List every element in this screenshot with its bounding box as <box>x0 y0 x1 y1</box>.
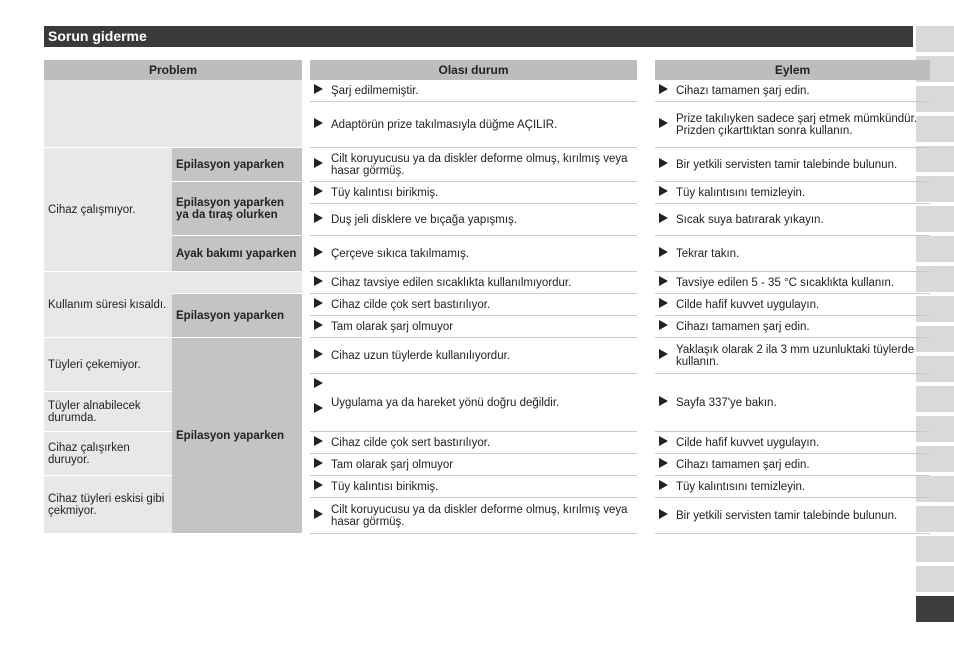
arrow-icon <box>655 236 672 272</box>
action-cell: Cihazı tamamen şarj edin. <box>672 80 930 102</box>
arrow-icon <box>310 338 327 374</box>
arrow-icon <box>310 454 327 476</box>
action-cell: Sıcak suya batırarak yıkayın. <box>672 204 930 236</box>
arrow-icon <box>655 294 672 316</box>
action-cell: Sayfa 337'ye bakın. <box>672 374 930 432</box>
cause-cell: Adaptörün prize takılmasıyla düğme AÇILIR. <box>327 102 637 148</box>
action-cell: Tüy kalıntısını temizleyin. <box>672 182 930 204</box>
arrow-icon <box>655 498 672 534</box>
cause-cell: Tüy kalıntısı birikmiş. <box>327 182 637 204</box>
arrow-icon <box>655 432 672 454</box>
arrow-icon <box>310 374 327 432</box>
cause-cell: Çerçeve sıkıca takılmamış. <box>327 236 637 272</box>
side-tab-active[interactable] <box>916 596 954 622</box>
arrow-icon <box>310 204 327 236</box>
cause-cell: Cihaz cilde çok sert bastırılıyor. <box>327 432 637 454</box>
cause-cell: Tam olarak şarj olmuyor <box>327 316 637 338</box>
action-cell: Tavsiye edilen 5 - 35 °C sıcaklıkta kullanın. <box>672 272 930 294</box>
arrow-icon <box>310 498 327 534</box>
header-problem: Problem <box>44 60 302 80</box>
arrow-icon <box>310 182 327 204</box>
side-tab[interactable] <box>916 536 954 562</box>
header-cause: Olası durum <box>310 60 637 80</box>
arrow-icon <box>310 102 327 148</box>
arrow-icon <box>310 272 327 294</box>
arrow-icon <box>655 272 672 294</box>
troubleshooting-table <box>44 60 930 534</box>
condition-cell: Epilasyon yaparken <box>172 294 302 338</box>
cause-cell: Tam olarak şarj olmuyor <box>327 454 637 476</box>
cause-cell: Duş jeli disklere ve bıçağa yapışmış. <box>327 204 637 236</box>
arrow-icon <box>655 476 672 498</box>
arrow-icon <box>655 316 672 338</box>
cause-cell: Cihaz cilde çok sert bastırılıyor. <box>327 294 637 316</box>
condition-cell: Epilasyon yaparken <box>172 148 302 182</box>
action-cell: Cilde hafif kuvvet uygulayın. <box>672 294 930 316</box>
arrow-icon <box>655 204 672 236</box>
condition-cell: Epilasyon yaparken ya da tıraş olurken <box>172 182 302 236</box>
arrow-icon <box>310 476 327 498</box>
arrow-icon <box>310 432 327 454</box>
arrow-icon <box>310 80 327 102</box>
cause-cell: Cihaz uzun tüylerde kullanılıyordur. <box>327 338 637 374</box>
arrow-icon <box>310 236 327 272</box>
cause-cell: Cilt koruyucusu ya da diskler deforme olmuş, kırılmış veya hasar görmüş. <box>327 498 637 534</box>
problem-cell: Cihaz çalışmıyor. <box>44 148 172 272</box>
cause-cell: Tüy kalıntısı birikmiş. <box>327 476 637 498</box>
arrow-icon <box>655 80 672 102</box>
arrow-icon <box>655 148 672 182</box>
arrow-icon <box>655 182 672 204</box>
action-cell: Cilde hafif kuvvet uygulayın. <box>672 432 930 454</box>
cause-cell: Cilt koruyucusu ya da diskler deforme olmuş, kırılmış veya hasar görmüş. <box>327 148 637 182</box>
problem-cell: Tüyleri çekemiyor. <box>44 338 172 392</box>
cause-cell: Şarj edilmemiştir. <box>327 80 637 102</box>
cause-cell: Uygulama ya da hareket yönü doğru değildir. <box>327 374 637 432</box>
action-cell: Cihazı tamamen şarj edin. <box>672 316 930 338</box>
action-cell: Tüy kalıntısını temizleyin. <box>672 476 930 498</box>
arrow-icon <box>655 338 672 374</box>
arrow-icon <box>310 294 327 316</box>
arrow-icon <box>310 148 327 182</box>
action-cell: Yaklaşık olarak 2 ila 3 mm uzunluktaki tüylerde kullanın. <box>672 338 930 374</box>
action-cell: Tekrar takın. <box>672 236 930 272</box>
side-tab[interactable] <box>916 566 954 592</box>
condition-cell: Ayak bakımı yaparken <box>172 236 302 272</box>
problem-cell: Cihaz tüyleri eskisi gibi çekmiyor. <box>44 476 172 534</box>
problem-cell-empty <box>44 80 302 148</box>
action-cell: Bir yetkili servisten tamir talebinde bulunun. <box>672 498 930 534</box>
cause-cell: Cihaz tavsiye edilen sıcaklıkta kullanılmıyordur. <box>327 272 637 294</box>
problem-cell: Tüyler alnabilecek durumda. <box>44 392 172 432</box>
arrow-icon <box>655 102 672 148</box>
action-cell: Cihazı tamamen şarj edin. <box>672 454 930 476</box>
arrow-icon <box>310 316 327 338</box>
header-action: Eylem <box>655 60 930 80</box>
page-title: Sorun giderme <box>44 26 913 47</box>
condition-cell-empty <box>172 272 302 294</box>
side-tab[interactable] <box>916 26 954 52</box>
problem-cell: Cihaz çalışırken duruyor. <box>44 432 172 476</box>
arrow-icon <box>655 374 672 432</box>
action-cell: Prize takılıyken sadece şarj etmek mümkündür. Prizden çıkarttıktan sonra kullanın. <box>672 102 930 148</box>
problem-cell: Kullanım süresi kısaldı. <box>44 272 172 338</box>
arrow-icon <box>655 454 672 476</box>
action-cell: Bir yetkili servisten tamir talebinde bulunun. <box>672 148 930 182</box>
condition-cell: Epilasyon yaparken <box>172 338 302 534</box>
